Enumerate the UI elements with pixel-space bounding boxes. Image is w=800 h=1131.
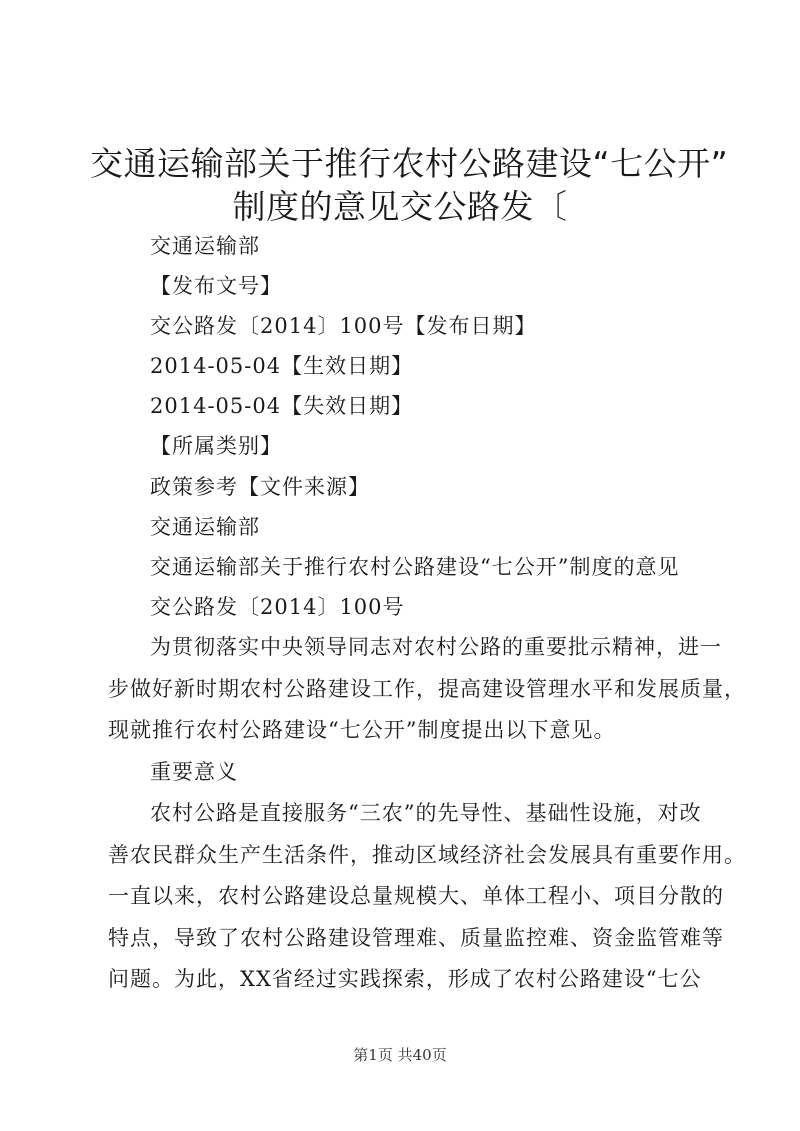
meta-issue-date: 2014-05-04【生效日期】 bbox=[150, 354, 414, 378]
meta-source: 交通运输部 bbox=[150, 515, 260, 539]
section-paragraph-line: 问题。为此，XX省经过实践探索，形成了农村公路建设“七公 bbox=[108, 967, 702, 991]
document-title-line-2: 制度的意见交公路发〔 bbox=[232, 187, 568, 226]
meta-full-title: 交通运输部关于推行农村公路建设“七公开”制度的意见 bbox=[150, 555, 680, 579]
meta-effective-date: 2014-05-04【失效日期】 bbox=[150, 394, 414, 418]
meta-doc-number-repeat: 交公路发〔2014〕100号 bbox=[150, 595, 405, 619]
intro-paragraph-line: 为贯彻落实中央领导同志对农村公路的重要批示精神，进一 bbox=[150, 635, 722, 659]
page-indicator: 第1页 共40页 bbox=[353, 1046, 447, 1064]
meta-category-label: 【所属类别】 bbox=[150, 434, 282, 458]
intro-paragraph-line: 现就推行农村公路建设“七公开”制度提出以下意见。 bbox=[108, 718, 616, 742]
section-paragraph-line: 一直以来，农村公路建设总量规模大、单体工程小、项目分散的 bbox=[108, 884, 724, 908]
meta-doc-number: 交公路发〔2014〕100号【发布日期】 bbox=[150, 314, 537, 338]
document-title-line-1: 交通运输部关于推行农村公路建设“七公开” bbox=[90, 144, 729, 183]
section-heading: 重要意义 bbox=[150, 760, 238, 784]
meta-issuer: 交通运输部 bbox=[150, 234, 260, 258]
section-paragraph-line: 农村公路是直接服务“三农”的先导性、基础性设施，对改 bbox=[150, 801, 702, 825]
section-paragraph-line: 善农民群众生产生活条件，推动区域经济社会发展具有重要作用。 bbox=[108, 843, 746, 867]
intro-paragraph-line: 步做好新时期农村公路建设工作，提高建设管理水平和发展质量， bbox=[108, 677, 746, 701]
meta-doc-number-label: 【发布文号】 bbox=[150, 274, 282, 298]
meta-category: 政策参考【文件来源】 bbox=[150, 475, 370, 499]
section-paragraph-line: 特点，导致了农村公路建设管理难、质量监控难、资金监管难等 bbox=[108, 926, 724, 950]
